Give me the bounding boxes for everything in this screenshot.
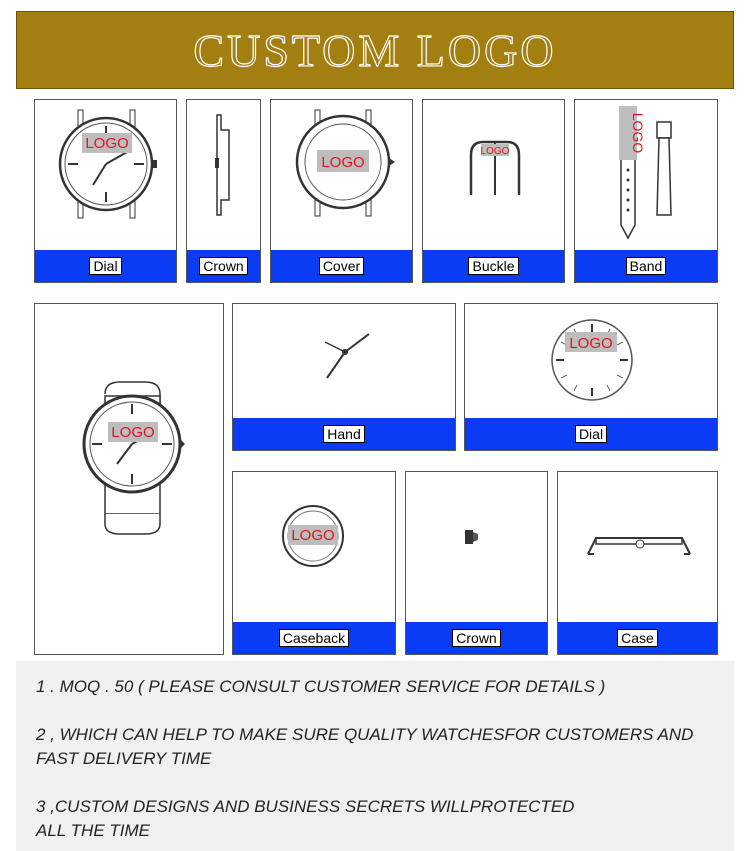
part-card-cover [270,99,413,283]
cover-logo-mark: LOGO [321,154,365,171]
note-secrets-line1: 3 ,CUSTOM DESIGNS AND BUSINESS SECRETS WILLPROTECTED [36,797,575,816]
cover-watch-icon [271,100,414,252]
crown-side-icon [187,100,262,252]
part-card-crown-piece [405,471,548,655]
part-card-buckle [422,99,565,283]
crown-label-bar [187,250,260,282]
case-label: Case [617,629,658,647]
case-icon [558,472,719,624]
buckle-icon [423,100,566,252]
note-quality-line1: 2 , WHICH CAN HELP TO MAKE SURE QUALITY WATCHESFOR CUSTOMERS AND [36,725,694,744]
dial-label-bar [35,250,176,282]
hands-icon [233,304,457,420]
part-card-dial [34,99,177,283]
dial-watch-icon [35,100,178,252]
dial-face-label-bar [465,418,717,450]
part-card-caseback [232,471,396,655]
crown-label: Crown [199,257,247,275]
dial-label: Dial [89,257,121,275]
note-secrets-line2: ALL THE TIME [36,821,150,840]
hand-label: Hand [323,425,364,443]
band-label: Band [626,257,667,275]
banner-title: CUSTOM LOGO [193,24,557,76]
caseback-logo-mark: LOGO [291,527,335,544]
band-logo-mark: LOGO [630,112,646,154]
note-moq: 1 . MOQ . 50 ( PLEASE CONSULT CUSTOMER SERVICE FOR DETAILS ) [36,677,606,696]
header-banner [16,11,734,89]
caseback-icon [233,472,397,624]
assembled-watch-icon [35,304,225,656]
dial-face-label: Dial [575,425,607,443]
dial-face-logo-mark: LOGO [569,335,613,352]
watch-logo-mark: LOGO [111,424,155,441]
part-card-case [557,471,718,655]
cover-label: Cover [319,257,364,275]
case-label-bar [558,622,717,654]
dial-logo-mark: LOGO [85,135,129,152]
cover-label-bar [271,250,412,282]
buckle-logo-mark: LOGO [480,146,510,157]
hand-label-bar [233,418,455,450]
band-icon [575,100,719,252]
band-label-bar [575,250,717,282]
assembled-watch-card [34,303,224,655]
part-card-dial-face [464,303,718,451]
crown-piece-label: Crown [452,629,500,647]
crown-piece-icon [406,472,549,624]
part-card-crown [186,99,261,283]
buckle-label-bar [423,250,564,282]
note-quality-line2: FAST DELIVERY TIME [36,749,212,768]
buckle-label: Buckle [468,257,518,275]
part-card-band [574,99,718,283]
crown-piece-label-bar [406,622,547,654]
dial-face-icon [465,304,719,420]
info-notes-panel [16,661,734,851]
caseback-label: Caseback [279,629,349,647]
part-card-hand [232,303,456,451]
caseback-label-bar [233,622,395,654]
